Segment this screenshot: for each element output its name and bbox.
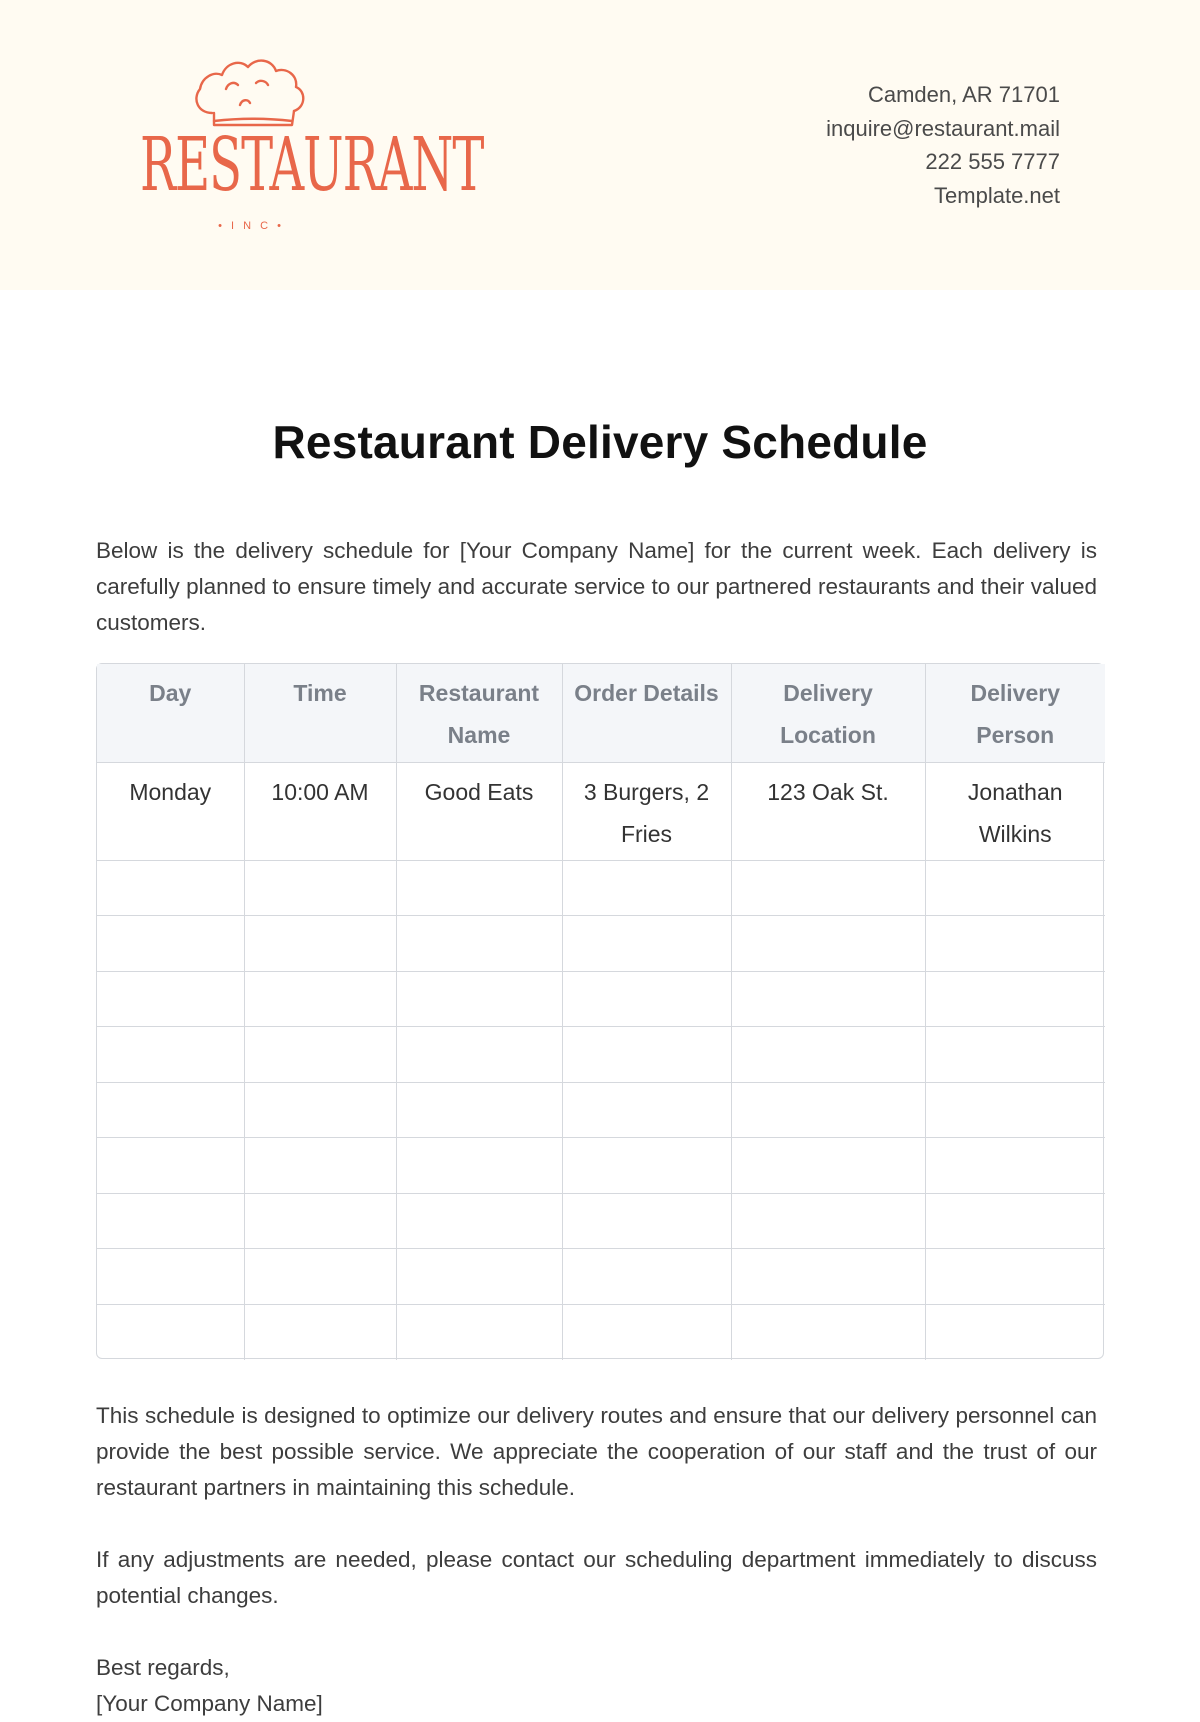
table-cell xyxy=(925,860,1105,916)
closing-line: Best regards, xyxy=(96,1655,230,1680)
table-cell xyxy=(97,860,244,916)
table-cell xyxy=(396,916,562,972)
table-cell: Good Eats xyxy=(396,762,562,860)
table-cell xyxy=(244,1304,396,1360)
table-cell xyxy=(97,971,244,1027)
table-cell xyxy=(396,1249,562,1305)
table-cell xyxy=(731,860,925,916)
header-day: Day xyxy=(97,664,244,762)
table-row xyxy=(97,1082,1105,1138)
table-cell: 3 Burgers, 2 Fries xyxy=(562,762,731,860)
table-cell xyxy=(731,1193,925,1249)
header-order-details: Order Details xyxy=(562,664,731,762)
table-cell xyxy=(562,971,731,1027)
table-cell: Monday xyxy=(97,762,244,860)
table-cell xyxy=(925,916,1105,972)
table-cell xyxy=(925,971,1105,1027)
header-time: Time xyxy=(244,664,396,762)
table-cell xyxy=(562,1249,731,1305)
table-cell xyxy=(731,1304,925,1360)
table-cell xyxy=(925,1138,1105,1194)
table-cell xyxy=(562,1193,731,1249)
table-cell xyxy=(731,971,925,1027)
header-delivery-person: Delivery Person xyxy=(925,664,1105,762)
table-cell xyxy=(396,971,562,1027)
table-row xyxy=(97,916,1105,972)
signature-line: [Your Company Name] xyxy=(96,1691,323,1716)
table-cell xyxy=(97,1027,244,1083)
table-cell xyxy=(731,1082,925,1138)
table-cell xyxy=(244,971,396,1027)
table-cell xyxy=(244,1249,396,1305)
table-cell xyxy=(731,1027,925,1083)
table-cell xyxy=(562,916,731,972)
table-cell xyxy=(925,1193,1105,1249)
logo-wordmark: RESTAURANT xyxy=(140,122,484,209)
table-cell xyxy=(97,1193,244,1249)
table-cell xyxy=(97,916,244,972)
logo-subtext: • I N C • xyxy=(218,220,284,232)
table-cell xyxy=(731,916,925,972)
page-header xyxy=(0,0,1200,290)
table-header-row xyxy=(97,664,1105,762)
table-cell xyxy=(731,1249,925,1305)
table-cell xyxy=(97,1138,244,1194)
table-cell: Jonathan Wilkins xyxy=(925,762,1105,860)
table-row xyxy=(97,1304,1105,1360)
contact-website[interactable]: Template.net xyxy=(934,182,1060,208)
intro-paragraph: Below is the delivery schedule for [Your Company Name] for the current week. Each delivery is carefully planned to ensure timely and accurate service to our partnered restaurants and their valued customers. xyxy=(96,538,1097,635)
contact-address: Camden, AR 71701 xyxy=(867,82,1060,107)
body-paragraph-1: This schedule is designed to optimize our delivery routes and ensure that our delivery personnel can provide the best possible service. We appreciate the cooperation of our staff and the trust of our restaurant partners in maintaining this schedule. xyxy=(96,1403,1097,1500)
table-cell xyxy=(244,1027,396,1083)
table-cell xyxy=(925,1027,1105,1083)
contact-phone: 222 555 7777 xyxy=(925,149,1060,174)
table-cell xyxy=(244,1082,396,1138)
header-restaurant-name: Restaurant Name xyxy=(396,664,562,762)
table-cell xyxy=(731,1138,925,1194)
table-row xyxy=(97,1138,1105,1194)
table-cell xyxy=(396,1082,562,1138)
table-cell xyxy=(396,1138,562,1194)
delivery-schedule-table xyxy=(96,663,1104,1359)
table-cell xyxy=(562,860,731,916)
body-paragraph-2: If any adjustments are needed, please contact our scheduling department immediately to discuss potential changes. xyxy=(96,1547,1097,1608)
header-delivery-location: Delivery Location xyxy=(731,664,925,762)
table-cell xyxy=(244,1138,396,1194)
contact-email[interactable]: inquire@restaurant.mail xyxy=(826,115,1060,141)
table-cell xyxy=(396,1027,562,1083)
contact-block xyxy=(826,78,1060,212)
table-row xyxy=(97,1193,1105,1249)
table-cell xyxy=(97,1082,244,1138)
table-cell xyxy=(562,1138,731,1194)
table-cell xyxy=(562,1082,731,1138)
table-cell xyxy=(396,1304,562,1360)
table-row xyxy=(97,971,1105,1027)
table-cell xyxy=(925,1082,1105,1138)
table-cell: 10:00 AM xyxy=(244,762,396,860)
table-cell xyxy=(244,916,396,972)
page-title: Restaurant Delivery Schedule xyxy=(272,416,928,468)
table-cell xyxy=(244,1193,396,1249)
table-cell: 123 Oak St. xyxy=(731,762,925,860)
table-row xyxy=(97,762,1105,860)
closing-block xyxy=(96,1650,1097,1722)
table-cell xyxy=(925,1304,1105,1360)
table-row xyxy=(97,860,1105,916)
table-row xyxy=(97,1249,1105,1305)
table-cell xyxy=(244,860,396,916)
table-cell xyxy=(925,1249,1105,1305)
table-cell xyxy=(562,1304,731,1360)
table-cell xyxy=(396,860,562,916)
table-cell xyxy=(562,1027,731,1083)
table-row xyxy=(97,1027,1105,1083)
table-cell xyxy=(396,1193,562,1249)
table-cell xyxy=(97,1249,244,1305)
table-cell xyxy=(97,1304,244,1360)
